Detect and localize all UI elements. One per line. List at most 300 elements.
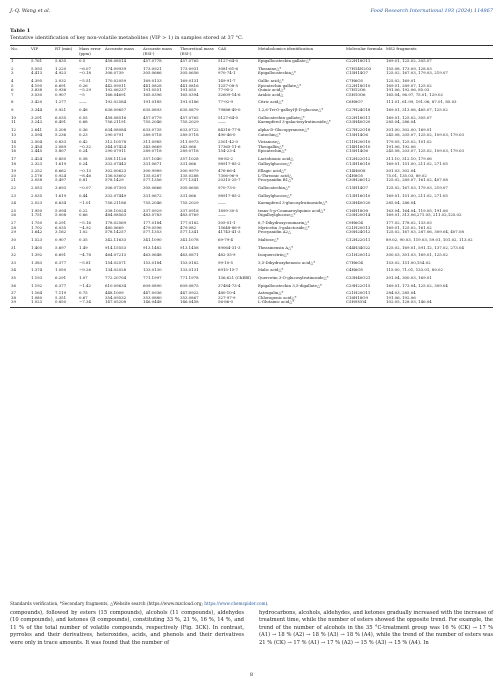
cell-mass-error: 0.68	[79, 119, 88, 125]
cell-ms2: 284.03, 285.04	[386, 290, 416, 296]
col-header-ms2: MS2 fragments	[385, 46, 493, 59]
cell-ms2: 163.04, 164.04, 119.05, 191.06	[386, 207, 448, 213]
cell-accurate-mass: 192.06237	[105, 87, 127, 93]
cell-no: 7	[11, 91, 14, 97]
cell-rt: 6.662	[55, 168, 67, 174]
cell-rt: 1.619	[55, 160, 67, 166]
col-header-rt: RT (min)	[54, 46, 78, 59]
cell-formula: C7H12O6	[346, 87, 366, 93]
table-row	[10, 300, 493, 307]
cell-rt: 0.833	[55, 139, 67, 145]
cell-accurate-mass: 578.1429	[105, 177, 124, 183]
cell-accurate-mass-esi: 447.0936	[143, 290, 162, 296]
cell-vip: 3.420	[31, 99, 43, 105]
cell-no: 37	[11, 290, 16, 296]
cell-cas: 327-97-9	[218, 294, 236, 300]
cell-accurate-mass-esi: 457.0778	[143, 58, 162, 64]
cell-accurate-mass: 302.00623	[105, 168, 127, 174]
cell-identification: Chlorogenic acid△*	[258, 294, 297, 300]
cell-accurate-mass: 178.02569	[105, 220, 127, 226]
cell-no: 25	[11, 207, 16, 213]
cell-ms2: 169.01, 151.00, 211.02, 271.05	[386, 192, 448, 198]
table-footnote	[10, 601, 493, 606]
cell-identification: Procyanidin B1△*	[258, 177, 294, 183]
cell-theoretical-mass: 165.0394	[180, 91, 199, 97]
cell-rt: 0.924	[55, 172, 67, 178]
cell-no: 17	[11, 155, 16, 161]
cell-rt: 6.035	[55, 114, 67, 120]
cell-ms2: 125.02, 289.07, 161.02, 407.08	[386, 177, 448, 183]
cell-theoretical-mass: 635.0879	[180, 107, 199, 113]
cell-formula: C33H40O21	[346, 274, 371, 280]
cell-vip: 4.395	[31, 78, 43, 84]
cell-identification: Citric acid△*	[258, 99, 284, 105]
body-column-left: compounds), followed by esters (15 compounds), alcohols (11 compounds), aldehydes (10 compounds), and ketones (8 compounds), constituting 33 %, 21 %, 16 %, 14 %, and 11 % of the total number of volatile compounds, respectively (Fig. 3CK). In contrast, pyrroles and their derivatives, heteroxides, acids, and phenols and their derivatives were only in trace amounts. It was found that the number of	[10, 610, 244, 646]
cell-identification: Malic acid△*	[258, 267, 284, 273]
cell-mass-error: −5.51	[79, 78, 91, 84]
cell-cas: 2501-42-0	[218, 139, 238, 145]
cell-no: 22	[11, 185, 16, 191]
cell-rt: 5.497	[55, 177, 67, 183]
cell-vip: 2.454	[31, 143, 43, 149]
cell-mass-error: 0.55	[79, 114, 88, 120]
cell-formula: C21H20O11	[346, 290, 371, 296]
cell-accurate-mass: 147.05208	[104, 300, 142, 307]
cell-ms2: 245.08, 205.07, 125.02, 109.03, 179.03	[386, 131, 464, 137]
table-row	[10, 273, 493, 281]
cell-mass-error: 0.36	[79, 126, 88, 132]
cell-mass-error: 0.24	[79, 160, 88, 166]
cell-no: 18	[11, 160, 16, 166]
cell-vip: 1.392	[31, 252, 43, 258]
cell-accurate-mass-esi: 331.0671	[143, 160, 162, 166]
cell-rt: 3.162	[55, 229, 67, 235]
cell-rt: 6.491	[55, 119, 67, 125]
cell-cas: 77-92-9	[218, 99, 234, 105]
col-header-theoretical-mass: Theoretical mass (ESI-)	[179, 46, 217, 59]
cell-theoretical-mass: 483.0769	[180, 212, 199, 218]
cell-accurate-mass-esi: 337.0929	[143, 207, 162, 213]
cell-cas: 37484-73-4	[218, 282, 241, 288]
cell-accurate-mass-esi: 479.0596	[143, 224, 162, 230]
cell-theoretical-mass: 169.0131	[180, 78, 199, 84]
cell-vip: 2.504	[31, 139, 43, 145]
table-row	[10, 281, 493, 289]
cell-cas: 490-46-0	[218, 131, 236, 137]
cell-accurate-mass: 290.07911	[105, 148, 127, 154]
cell-cas: 15648-86-9	[218, 224, 241, 230]
cell-cas: 96-82-2	[218, 155, 234, 161]
cell-accurate-mass-esi: 153.0184	[143, 259, 162, 265]
cell-formula: C33H40O20	[346, 119, 371, 125]
cell-ms2: 177.02, 178.02, 133.03	[386, 220, 432, 226]
cell-vip: 1.751	[31, 212, 43, 218]
cell-identification: Galloylglucose△*	[258, 160, 292, 166]
cell-theoretical-mass: 305.0656	[180, 70, 199, 76]
cell-identification: Epicatechin△*	[258, 148, 287, 154]
table-row	[10, 105, 493, 113]
cell-ms2: 125.02, 167.03, 287.06, 309.04, 407.08	[386, 229, 464, 235]
cell-rt: 6.035	[55, 224, 67, 230]
cell-mass-error: 0.42	[79, 139, 88, 145]
cell-accurate-mass-esi: 577.1353	[143, 229, 162, 235]
cell-cas: 77-95-2	[218, 87, 234, 93]
cell-identification: Procyanidin A2△	[258, 229, 292, 235]
cell-cas: 3081-61-6	[218, 65, 238, 71]
cell-accurate-mass-esi: 609.0890	[143, 282, 162, 288]
cell-accurate-mass: 174.09939	[105, 65, 127, 71]
cell-identification: Maltose△*	[258, 236, 279, 242]
cell-no: 38	[11, 294, 16, 300]
cell-identification: Lactobionic acid△	[258, 155, 294, 161]
cell-rt: 5.094	[55, 207, 67, 213]
cell-accurate-mass: 136.03602	[105, 172, 127, 178]
cell-cas: 89064-31-3	[218, 244, 241, 250]
cell-no: 16	[11, 148, 16, 154]
cell-formula: C27H24O18	[346, 107, 371, 113]
cell-theoretical-mass: 441.0816	[180, 82, 199, 88]
cell-identification: Epigallocatechin△*	[258, 70, 296, 76]
cell-accurate-mass-esi: 341.1090	[143, 236, 162, 242]
cell-vip: 1.383	[31, 259, 43, 265]
col-header-accurate-mass-esi: Accurate mass (ESI-)	[142, 46, 179, 59]
cell-cas: 476-66-4	[218, 168, 236, 174]
cell-mass-error: −7.34	[78, 300, 104, 307]
cell-theoretical-mass: 337.0918	[180, 207, 199, 213]
col-header-vip: VIP	[30, 46, 54, 59]
cell-mass-error: 0.23	[79, 131, 88, 137]
cell-vip: 1.080	[31, 294, 43, 300]
cell-identification: Isoquercitrin△*	[258, 252, 289, 258]
cell-accurate-mass: 358.11126	[105, 155, 127, 161]
cell-accurate-mass: 772.20704	[105, 274, 127, 280]
cell-formula: C11H20O10	[346, 139, 371, 145]
cell-formula: C29H22O15	[346, 282, 371, 288]
cell-identification: 3,5-Dihydroxybenzoic acid△*	[258, 259, 316, 265]
cell-identification: Astragalin△*	[258, 290, 284, 296]
cell-accurate-mass-esi: 289.0718	[143, 131, 162, 137]
cell-identification: Quercetin 3-O-glucosylrutinoside△*	[258, 274, 329, 280]
cell-theoretical-mass: 755.2029	[180, 119, 199, 125]
cell-mass-error: 0.26	[79, 82, 88, 88]
table-row	[10, 258, 493, 266]
cell-accurate-mass-esi: 165.0396	[143, 91, 162, 97]
cell-accurate-mass: 134.02028	[105, 267, 127, 273]
cell-accurate-mass-esi: 755.2046	[143, 200, 162, 206]
table-row	[10, 243, 493, 251]
cell-no: 9	[11, 107, 14, 113]
cell-rt: 6.634	[55, 200, 67, 206]
cell-cas: 5127-64-0	[218, 58, 238, 64]
cell-no: 31	[11, 244, 16, 250]
metabolites-table	[10, 45, 493, 308]
cell-accurate-mass-esi: 755.2046	[143, 119, 162, 125]
cell-cas: 1257-08-5	[218, 82, 238, 88]
cell-formula: C15H14O7	[346, 185, 368, 191]
cell-rt: 5.921	[55, 107, 67, 113]
cell-accurate-mass-esi: 483.0783	[143, 212, 162, 218]
col-header-identification: Metabolomics identification	[257, 46, 345, 59]
cell-theoretical-mass: 755.2029	[180, 200, 199, 206]
cell-ms2: 115.00, 71.01, 133.01, 89.02	[386, 267, 443, 273]
cell-theoretical-mass: 341.1078	[180, 236, 199, 242]
cell-cas: 136,621 (ChEBI)	[218, 274, 252, 280]
cell-accurate-mass: 338.10024	[105, 207, 127, 213]
cell-formula: C16H18O9	[346, 294, 368, 300]
cell-no: 1	[11, 58, 14, 64]
cell-cas: 17365-11-6	[218, 143, 241, 149]
cell-mass-error: −5.29	[79, 87, 91, 93]
cell-formula: C13H16O10	[346, 192, 371, 198]
cell-rt: 7.119	[55, 290, 67, 296]
cell-no: 8	[11, 99, 14, 105]
cell-vip: 2.252	[31, 168, 43, 174]
cell-no: 26	[11, 212, 16, 218]
cell-accurate-mass: 442.09011	[105, 82, 127, 88]
cell-no: 23	[11, 192, 16, 198]
footnote-link[interactable]: https://www.chemspider.com	[204, 601, 266, 606]
cell-mass-error: 1.49	[79, 244, 88, 250]
cell-ms2: 169.01, 313.06,271.05, 211.02,125.02	[386, 212, 462, 218]
cell-cas: 32609-14-6	[218, 91, 241, 97]
cell-theoretical-mass: 177.0182	[180, 220, 199, 226]
cell-identification: Catechin△*	[258, 131, 281, 137]
cell-theoretical-mass: 311.0973	[180, 139, 199, 145]
cell-vip: 3.838	[31, 87, 43, 93]
cell-mass-error: −0.13	[79, 168, 91, 174]
cell-accurate-mass-esi: 913.1482	[143, 244, 162, 250]
cell-accurate-mass: 192.02584	[105, 99, 127, 105]
cell-vip: 3.243	[31, 119, 43, 125]
col-header-accurate-mass: Accurate mass	[104, 46, 142, 59]
cell-formula: C14H16O10	[346, 143, 371, 149]
cell-ms2: 111.01, 61.99, 191.06, 87.01, 85.03	[386, 99, 457, 105]
cell-rt: 0.850	[55, 155, 67, 161]
cell-ms2: 125.02, 167.03, 179.03, 219.07	[386, 70, 448, 76]
cell-vip: 3.530	[31, 91, 43, 97]
cell-no: 21	[11, 177, 16, 183]
cell-accurate-mass-esi: 633.0735	[143, 126, 162, 132]
cell-mass-error: −6.07	[79, 65, 91, 71]
cell-cas: 482-35-9	[218, 252, 236, 258]
cell-mass-error: 0.44	[79, 192, 88, 198]
cell-formula: C22H18O11	[346, 58, 371, 64]
cell-cas: 6915-15-7	[218, 267, 238, 273]
cell-rt: 0.850	[54, 300, 78, 307]
cell-mass-error: −5.16	[79, 220, 91, 226]
cell-no: 32	[11, 252, 16, 258]
cell-cas: 69-79-4	[218, 236, 234, 242]
cell-cas: 98917-85-2	[218, 160, 241, 166]
cell-theoretical-mass: 343.066	[180, 143, 197, 149]
cell-accurate-mass-esi: 191.0185	[143, 99, 162, 105]
cell-accurate-mass-esi: 173.0921	[143, 65, 162, 71]
cell-theoretical-mass: 133.0131	[180, 267, 199, 273]
cell-accurate-mass: 458.08514	[105, 58, 127, 64]
cell-cas: ——	[218, 200, 226, 206]
cell-formula: C22H18O10	[346, 82, 371, 88]
cell-vip: 1.950	[31, 207, 43, 213]
cell-ms2: 301.00, 302.00, 169.01	[386, 126, 432, 132]
running-header	[10, 8, 493, 18]
cell-theoretical-mass: 135.0288	[180, 172, 199, 178]
cell-vip: 2.053	[31, 185, 43, 191]
cell-vip: 4.413	[31, 70, 43, 76]
cell-vip: 1.750	[31, 220, 43, 226]
cell-vip: 1.523	[31, 236, 43, 242]
cell-no: 12	[11, 126, 16, 132]
cell-cas: 480-10-4	[218, 290, 236, 296]
cell-vip: 2.641	[31, 126, 43, 132]
cell-formula: C44H34O22	[346, 244, 371, 250]
cell-accurate-mass: 166.04691	[105, 91, 127, 97]
cell-theoretical-mass: 479.082	[180, 224, 197, 230]
cell-theoretical-mass: 173.0931	[180, 65, 199, 71]
cell-vip: 1.193	[31, 274, 43, 280]
cell-no: 29	[11, 229, 16, 235]
cell-theoretical-mass: 447.0922	[180, 290, 199, 296]
cell-cas: ——	[218, 119, 226, 125]
cell-no: 27	[11, 220, 16, 226]
cell-rt: 6.291	[55, 220, 67, 226]
cell-identification: alpha-D-Glucopyranose△*	[258, 126, 310, 132]
cell-accurate-mass-esi: 463.0648	[143, 252, 162, 258]
cell-identification: Galloylglucose△*	[258, 192, 292, 198]
cell-cas: 305-01-1	[218, 220, 236, 226]
cell-vip: 1.702	[31, 224, 43, 230]
cell-identification: Epigallocatechin gallate△*	[258, 58, 311, 64]
cell-ms2: 125.02, 167.03, 179.03, 219.07	[386, 185, 448, 191]
cell-ms2: 301.03, 302.04	[386, 168, 416, 174]
cell-ms2: 191.06, 192.06	[386, 143, 416, 149]
cell-rt: 1.220	[55, 65, 67, 71]
cell-mass-error: 1.02	[79, 229, 88, 235]
cell-accurate-mass: 306.0739	[105, 70, 124, 76]
cell-ms2: 311.10, 312.10, 179.06	[386, 155, 432, 161]
cell-mass-error: −1.01	[79, 200, 91, 206]
cell-accurate-mass: 342.11633	[105, 236, 127, 242]
cell-rt: 6.691	[55, 82, 67, 88]
cell-identification: trans-5-p-Coumaroylquinic acid△*	[258, 207, 326, 213]
header-journal[interactable]: Food Research International 193 (2024) 114867	[370, 8, 493, 14]
table-body	[10, 59, 493, 308]
cell-accurate-mass: 914.15553	[105, 244, 127, 250]
cell-accurate-mass: 306.07393	[105, 185, 127, 191]
cell-theoretical-mass: 289.0718	[180, 148, 199, 154]
cell-accurate-mass: 448.1009	[105, 290, 124, 296]
cell-no: 36	[11, 282, 16, 288]
cell-accurate-mass-esi: 343.0669	[143, 143, 162, 149]
table-label: Table 1	[10, 28, 31, 34]
cell-mass-error: −0.07	[79, 185, 91, 191]
cell-ms2: 169.01, 173.04, 125.02, 309.04	[386, 282, 448, 288]
cell-no: 14	[11, 139, 16, 145]
table-caption: Tentative identification of key non-volatile metabolites (VIP > 1) in samples stored at 37 °C.	[10, 35, 244, 41]
cell-cas: 79886-49-0	[218, 107, 241, 113]
cell-vip: 3.344	[31, 107, 43, 113]
cell-vip: 2.023	[31, 200, 43, 206]
cell-cas: 149-91-7	[218, 78, 236, 84]
cell-no: 4	[11, 78, 14, 84]
cell-accurate-mass: 484.08563	[105, 212, 127, 218]
cell-vip: 5.761	[31, 58, 43, 64]
cell-identification: Kaempferol 3-galactosylrutinoside△*	[258, 119, 331, 125]
cell-vip: 1.642	[31, 229, 43, 235]
cell-mass-error: 0.38	[79, 155, 88, 161]
cell-accurate-mass: 154.02571	[105, 259, 127, 265]
cell-rt: 5.835	[55, 58, 67, 64]
cell-no: 30	[11, 236, 16, 242]
cell-vip: 1.192	[31, 282, 43, 288]
cell-cas: 1899-30-5	[218, 207, 238, 213]
cell-identification: Theasinensin A△*	[258, 244, 294, 250]
cell-rt: 0.907	[55, 91, 67, 97]
table-row	[10, 191, 493, 199]
cell-cas: 41743-41-3	[218, 229, 241, 235]
cell-accurate-mass: 170.02059	[105, 78, 127, 84]
cell-theoretical-mass: 146.0458	[179, 300, 217, 307]
cell-formula: C15H14O7	[346, 70, 368, 76]
cell-accurate-mass-esi: 457.0779	[143, 114, 162, 120]
cell-cas: 20315-25-7	[218, 177, 241, 183]
cell-formula: C21H20O13	[346, 224, 371, 230]
cell-ms2: 75.01, 135.03, 89.02	[386, 172, 427, 178]
table-row	[10, 265, 493, 273]
cell-ms2: 102.05, 128.03, 146.04	[385, 300, 493, 307]
cell-theoretical-mass: 457.0765	[180, 58, 199, 64]
cell-accurate-mass-esi: 441.0828	[143, 82, 162, 88]
cell-vip: 2.594	[31, 131, 43, 137]
cell-cas: 84316-77-8	[218, 126, 241, 132]
cell-no: 3	[11, 70, 14, 76]
cell-ms2: 300.03, 301.03, 169.01, 125.02	[386, 252, 448, 258]
cell-accurate-mass: 756.21191	[105, 119, 127, 125]
cell-cas: 970-74-1	[218, 70, 236, 76]
cell-accurate-mass-esi: 135.0287	[143, 172, 162, 178]
cell-identification: Myricetin 3-galactoside△*	[258, 224, 310, 230]
cell-accurate-mass-esi: 353.0880	[143, 294, 162, 300]
cell-identification: Epicatechin gallate△*	[258, 82, 302, 88]
cell-mass-error: 0.22	[79, 207, 88, 213]
cell-theoretical-mass: 353.0867	[180, 294, 199, 300]
cell-mass-error: 0.48	[79, 107, 88, 113]
cell-rt: 2.032	[55, 78, 67, 84]
cell-accurate-mass-esi: 169.0133	[143, 78, 162, 84]
cell-ms2: 89.02, 90.03, 119.03, 59.01, 101.02, 113.02	[386, 236, 473, 242]
cell-accurate-mass-esi: 300.9989	[143, 168, 162, 174]
cell-accurate-mass-esi: 771.1997	[143, 274, 162, 280]
col-header-cas: CAS	[217, 46, 257, 59]
cell-identification: L-Glutamic acid△*	[257, 300, 345, 307]
cell-mass-error: 0.67	[79, 294, 88, 300]
cell-theoretical-mass: 633.0722	[180, 126, 199, 132]
cell-rt: 5.351	[55, 294, 67, 300]
cell-formula: C7H6O4	[346, 259, 363, 265]
cell-formula: C4H8O5	[346, 172, 363, 178]
cell-formula: C15H14O6	[346, 148, 368, 154]
cell-rt: 5.008	[55, 212, 67, 218]
cell-cas: 98917-85-2	[218, 192, 241, 198]
cell-no: 10	[11, 114, 16, 120]
cell-mass-error: −4.92	[79, 224, 91, 230]
cell-mass-error: 0.35	[79, 236, 88, 242]
cell-rt: 1.619	[55, 192, 67, 198]
cell-identification: Quinic acid△*	[258, 87, 286, 93]
cell-mass-error: 0.24	[79, 148, 88, 154]
cell-formula: C7H14N2O3	[346, 65, 372, 71]
cell-cas: 56-86-0	[217, 300, 257, 307]
cell-identification: Arabic acid△	[258, 91, 284, 97]
